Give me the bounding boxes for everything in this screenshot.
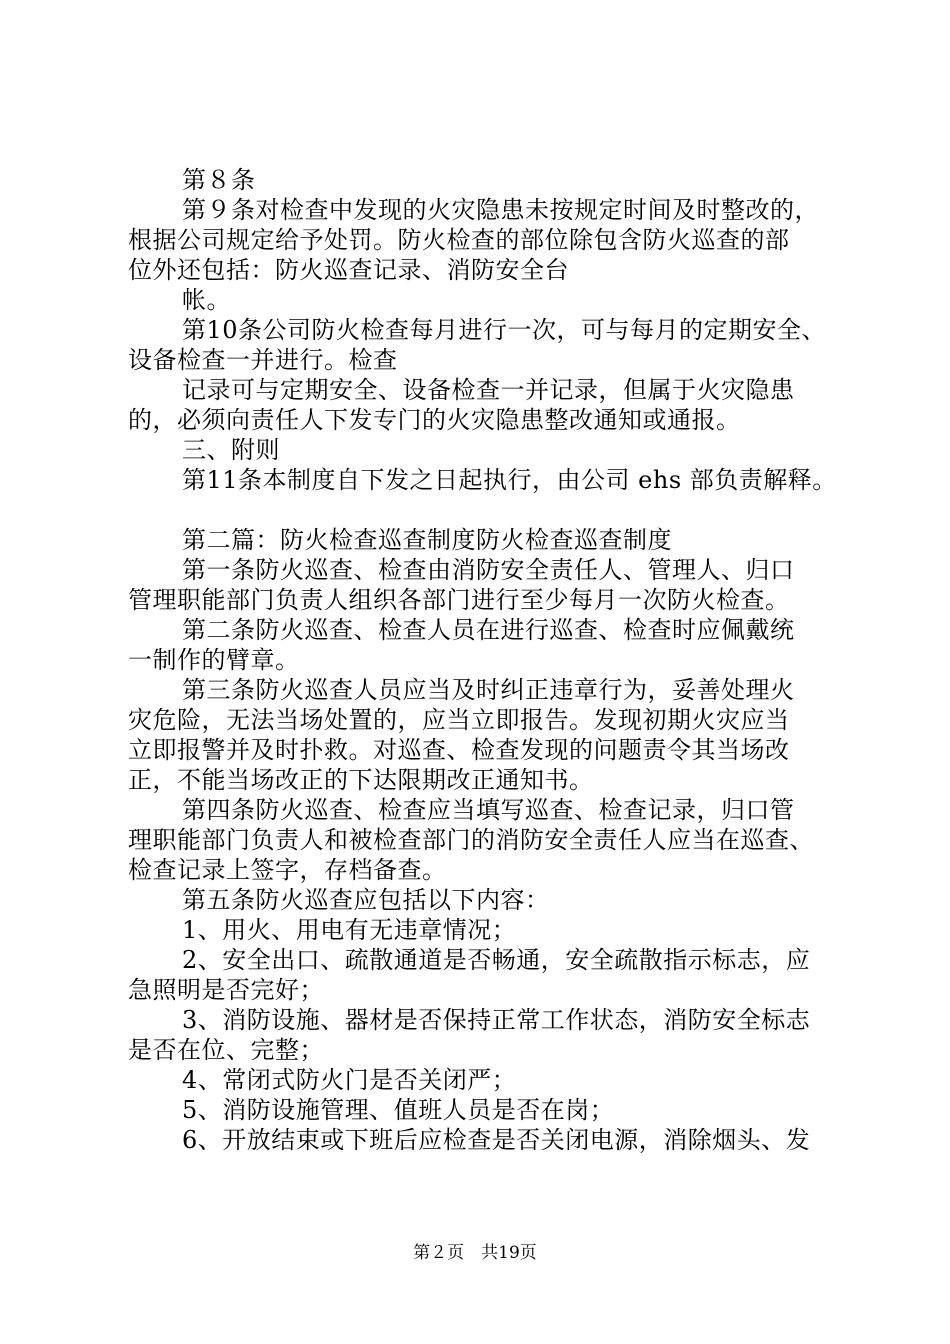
paragraph-line: 第11条本制度自下发之日起执行，由公司 ehs 部负责解释。: [182, 466, 837, 494]
paragraph-line: 管理职能部门负责人组织各部门进行至少每月一次防火检查。: [128, 586, 790, 614]
paragraph-line: 根据公司规定给予处罚。防火检查的部位除包含防火巡查的部: [128, 226, 790, 254]
paragraph-line: 第四条防火巡查、检查应当填写巡查、检查记录，归口管: [182, 796, 795, 824]
chapter-title: 第二篇：防火检查巡查制度防火检查巡查制度: [182, 526, 672, 554]
paragraph-line: 理职能部门负责人和被检查部门的消防安全责任人应当在巡查、: [128, 826, 814, 854]
paragraph-line: 正，不能当场改正的下达限期改正通知书。: [128, 766, 594, 794]
paragraph-line: 第９条对检查中发现的火灾隐患未按规定时间及时整改的，: [182, 196, 819, 224]
list-item: 5、消防设施管理、值班人员是否在岗；: [182, 1096, 615, 1124]
list-item: 3、消防设施、器材是否保持正常工作状态，消防安全标志: [182, 1006, 811, 1034]
list-item: 急照明是否完好；: [128, 976, 324, 1004]
list-item: 1、用火、用电有无违章情况；: [182, 916, 517, 944]
paragraph-line: 第一条防火巡查、检查由消防安全责任人、管理人、归口: [182, 556, 795, 584]
paragraph-line: 帐。: [182, 286, 231, 314]
paragraph-line: 位外还包括：防火巡查记录、消防安全台: [128, 256, 569, 284]
paragraph-line: 第二条防火巡查、检查人员在进行巡查、检查时应佩戴统: [182, 616, 795, 644]
paragraph-line: 的，必须向责任人下发专门的火灾隐患整改通知或通报。: [128, 406, 741, 434]
paragraph-line: 第10条公司防火检查每月进行一次，可与每月的定期安全、: [182, 316, 827, 344]
paragraph-line: 第三条防火巡查人员应当及时纠正违章行为，妥善处理火: [182, 676, 795, 704]
paragraph-line: 灾危险，无法当场处置的，应当立即报告。发现初期火灾应当: [128, 706, 790, 734]
paragraph-line: 记录可与定期安全、设备检查一并记录，但属于火灾隐患: [182, 376, 795, 404]
paragraph-line: 一制作的臂章。: [128, 646, 300, 674]
paragraph-line: 立即报警并及时扑救。对巡查、检查发现的问题责令其当场改: [128, 736, 790, 764]
section-heading: 三、附则: [182, 436, 280, 464]
paragraph-line: 第８条: [182, 166, 256, 194]
page-number-footer: 第２页 共19页: [413, 1243, 537, 1263]
paragraph-line: 第五条防火巡查应包括以下内容：: [182, 886, 550, 914]
paragraph-line: 检查记录上签字，存档备查。: [128, 856, 447, 884]
list-item: 是否在位、完整；: [128, 1036, 324, 1064]
paragraph-line: 设备检查一并进行。检查: [128, 346, 398, 374]
list-item: 4、常闭式防火门是否关闭严；: [182, 1066, 517, 1094]
list-item: 2、安全出口、疏散通道是否畅通，安全疏散指示标志，应: [182, 946, 811, 974]
list-item: 6、开放结束或下班后应检查是否关闭电源，消除烟头、发: [182, 1126, 811, 1154]
